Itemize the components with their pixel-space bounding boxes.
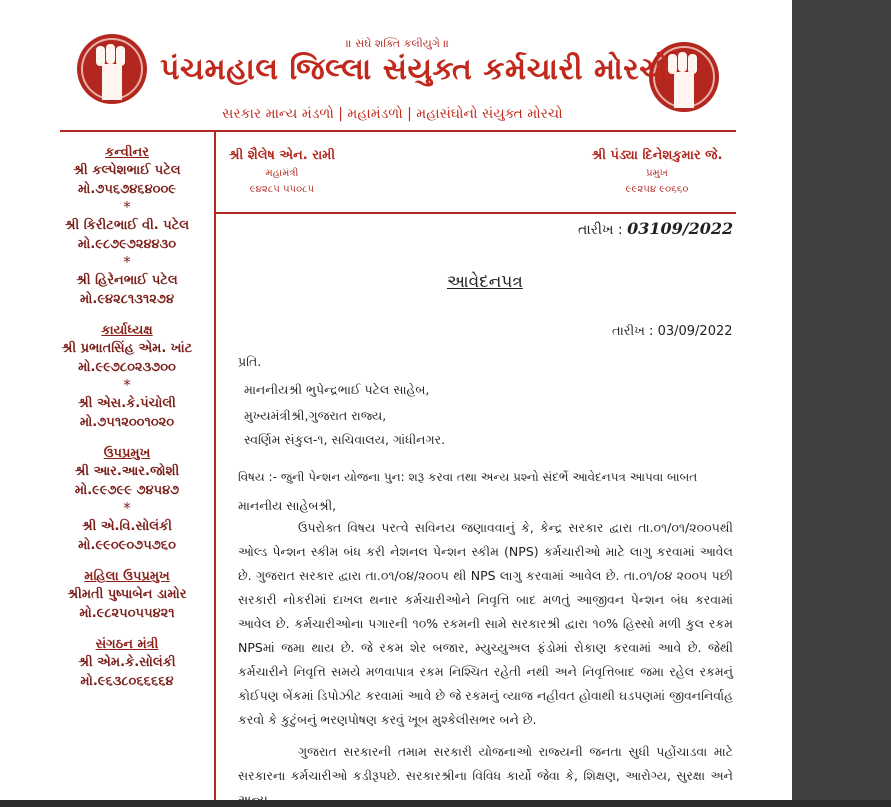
paragraph-1: ઉપરોક્ત વિષય પરત્વે સવિનય જણાવવાનું કે, કેન્દ્ર સરકાર દ્વારા તા.૦૧/૦૧/૨૦૦૫થી ઓલ્ડ પેન્શન સ્કીમ બંધ કરી નેશનલ પેન્શન સ્કીમ (NPS) કર્મચારીઓ માટે લાગુ કરવામાં આવેલ છે. ગુજરાત સરકાર દ્વારા તા.૦૧/૦૪/૨૦૦૫ થી NPS લાગુ કરવામાં આવેલ છે. તા.૦૧/૦૪ ૨૦૦૫ પછી સરકારી નોકરીમાં દાખલ થનાર કર્મચારીઓને નિવૃત્તિ બાદ મળતું આજીવન પેન્શન બંધ કરવામાં આવેલ છે. કર્મચારીઓના પગારની ૧૦% રકમની સામે સરકારશ્રી દ્વારા ૧૦% હિસ્સો મળી કુલ રકમ NPSમાં જમા થાય છે. જે રકમ શેર બજાર, મ્યુચ્યુઅલ ફંડોમાં રોકાણ કરવામાં આવે છે. જેથી કર્મચારીને નિવૃત્તિ સમયે મળવાપાત્ર રકમ નિશ્ચિત રહેતી નથી અને નિવૃત્તિબાદ જમા રહેલ રકમનું કોઈપણ બેંકમાં ડિપોઝીટ કરવામાં આવે છે જે રકમનું વ્યાજ નહીવત હોવાથી ઘડપણમાં જીવનનિર્વાહ કરવો કે કુટુંબનું ભરણપોષણ કરવું ખૂબ મુશ્કેલીસભર બને છે. [238, 520, 733, 727]
sidebar-role: કાર્યાધ્યક્ષ [101, 323, 153, 338]
sidebar-name: શ્રી પ્રભાતસિંહ એમ. ખાંટ [61, 341, 193, 356]
sidebar-role: કન્વીનર [105, 145, 149, 160]
sidebar-phone: મો.૭૫૬૭૪૬૪૦૦૯ [77, 182, 176, 197]
president-block [584, 148, 730, 195]
sidebar-name: શ્રી એમ.કે.સોલંકી [78, 655, 176, 670]
sidebar-name: શ્રી એસ.કે.પંચોલી [78, 396, 176, 411]
sidebar-name: શ્રી હિરેનભાઈ પટેલ [76, 273, 178, 288]
president-role: પ્રમુખ [646, 168, 668, 179]
star-separator-icon: * [123, 376, 131, 394]
secretary-role: મહામંત્રી [265, 168, 299, 179]
salutation: માનનીય સાહેબશ્રી, [238, 498, 337, 513]
sidebar-phone: મો.૭૫૧૨૦૦૧૦૨૦ [79, 415, 175, 430]
sidebar-role: મહિલા ઉપપ્રમુખ [84, 569, 170, 584]
star-separator-icon: * [123, 499, 131, 517]
president-phone: ૯૯૨૫૪ ૯૦૬૬૦ [625, 184, 689, 195]
sidebar-name: શ્રી એ.વિ.સોલંકી [82, 519, 172, 534]
secretary-block [222, 148, 342, 195]
sidebar-officers [44, 139, 210, 689]
motto: ॥ સંઘે શક્તિ કલીયુગે ॥ [346, 37, 450, 50]
sidebar-name: શ્રી કલ્પેશભાઈ પટેલ [73, 163, 181, 178]
star-separator-icon: * [123, 198, 131, 216]
sidebar-phone: મો.૯૯૦૯૦૭૫૭૬૦ [78, 538, 176, 553]
recipient-line: સ્વર્ણિમ સંકુલ-૧, સચિવાલય, ગાંધીનગર. [244, 432, 446, 447]
fist-logo-left-icon [77, 34, 147, 104]
letter-date: તારીખ : 03/09/2022 [612, 324, 733, 339]
header-rule [60, 130, 736, 132]
sidebar-phone: મો.૯૯૭૮૦૨૩૭૦૦ [78, 360, 176, 375]
sidebar-role: ઉપપ્રમુખ [103, 446, 151, 461]
sidebar-role: સંગઠન મંત્રી [95, 637, 159, 652]
secretary-phone: ૯૪૨૮૫ ૫૫૦૮૫ [249, 184, 315, 195]
viewer-background [792, 0, 891, 807]
president-name: શ્રી પંડ્યા દિનેશકુમાર જે. [591, 148, 723, 163]
recipient-line: મુખ્યમંત્રીશ્રી,ગુજરાત રાજ્ય, [244, 408, 387, 423]
paragraph-2: ગુજરાત સરકારની તમામ સરકારી યોજનાઓ રાજ્યની જનતા સુધી પહોંચાડવા માટે સરકારના કર્મચારીઓ કડીરૂપછે. સરકારશ્રીના વિવિધ કાર્યો જેવા કે, શિક્ષણ, આરોગ્ય, સુરક્ષા અને [238, 744, 733, 783]
sidebar-phone: મો.૯૮૨૫૦૫૫૪૨૧ [79, 606, 175, 621]
sidebar-phone: મો.૯૯૭૯૯ ૭૪૫૪૭ [74, 483, 180, 498]
date-label: તારીખ : [578, 222, 623, 238]
handwritten-date [578, 219, 733, 238]
star-separator-icon: * [123, 253, 131, 271]
tagline: સરકાર માન્ય મંડળો | મહામંડળો | મહાસંઘોનો સંયુક્ત મોરચો [222, 106, 563, 122]
sidebar-name: શ્રીમતી પુષ્પાબેન ડામોર [67, 587, 187, 602]
viewer-bottom-bar [0, 800, 891, 807]
organization-title: પંચમહાલ જિલ્લા સંયુક્ત કર્મચારી મોરચો [160, 52, 672, 87]
recipient-line: માનનીયશ્રી ભુપેન્દ્રભાઈ પટેલ સાહેબ, [244, 382, 430, 397]
sidebar-name: શ્રી આર.આર.જોશી [74, 464, 180, 479]
sidebar-divider [214, 131, 216, 807]
sidebar-name: શ્રી કિરીટભાઈ વી. પટેલ [64, 218, 190, 233]
subject-line: વિષય :- જુની પેન્શન યોજના પુન: શરૂ કરવા તથા અન્ય પ્રશ્નો સંદર્ભે આવેદનપત્ર આપવા બાબત [238, 470, 698, 484]
date-value: 03109/2022 [627, 219, 734, 238]
secretary-name: શ્રી શૈલેષ એન. રામી [228, 148, 336, 163]
document-heading: આવેદનપત્ર [447, 272, 523, 292]
sidebar-phone: મો.૯૮૭૯૭૨૪૪૩૦ [77, 237, 177, 252]
sidebar-phone: મો.૯૬૩૮૦૬૬૬૬૪ [80, 674, 174, 689]
sidebar-phone: મો.૯૪૨૮૧૩૧૨૭૪ [79, 292, 175, 307]
to-line: પ્રતિ. [238, 354, 262, 369]
officers-rule [216, 212, 736, 214]
